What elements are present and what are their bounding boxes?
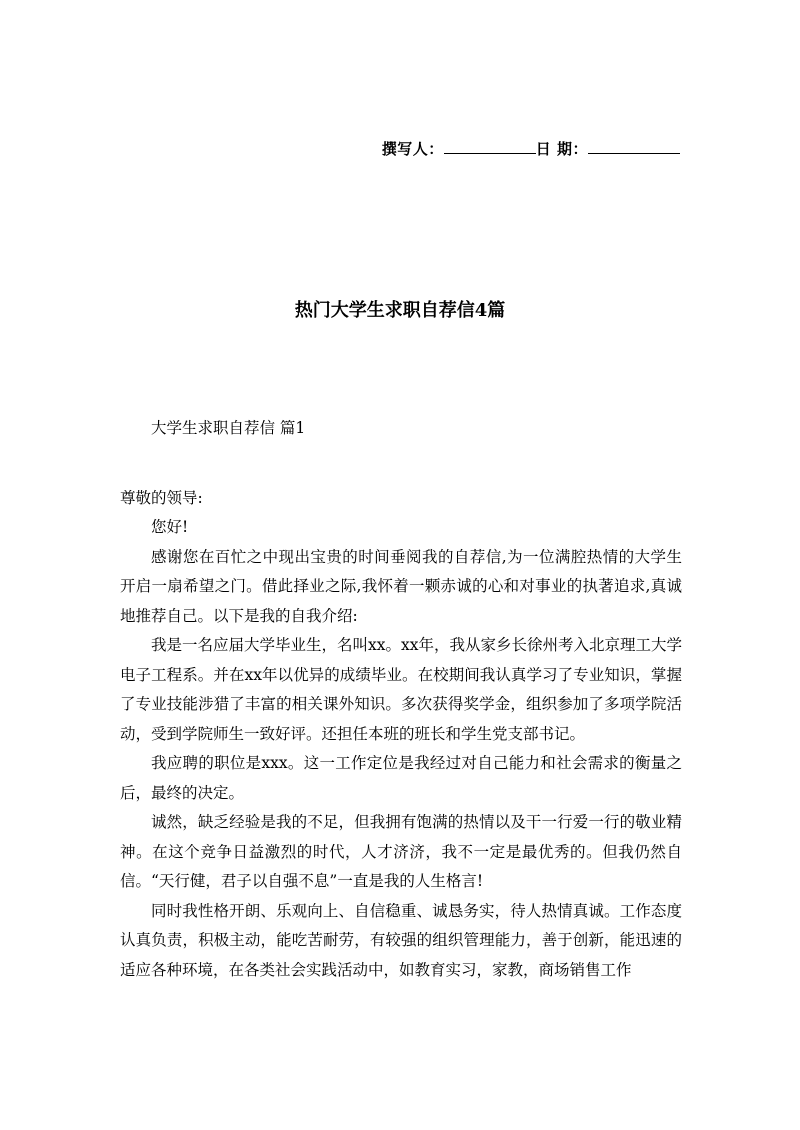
author-label: 撰写人： [381, 140, 444, 158]
paragraph: 诚然，缺乏经验是我的不足，但我拥有饱满的热情以及干一行爱一行的敬业精神。在这个竞争日益激烈的时代，人才济济，我不一定是最优秀的。但我仍然自信。“天行健，君子以自强不息”一直是我的人生格言! [120, 813, 682, 890]
greeting: 您好! [151, 518, 189, 536]
paragraph: 同时我性格开朗、乐观向上、自信稳重、诚恳务实，待人热情真诚。工作态度认真负责，积极主动，能吃苦耐劳，有较强的组织管理能力，善于创新，能迅速的适应各种环境，在各类社会实践活动中，如教育实习，家教，商场销售工作 [120, 901, 682, 979]
author-date-line [382, 138, 680, 159]
paragraph: 我是一名应届大学毕业生，名叫xx。xx年，我从家乡长徐州考入北京理工大学电子工程系。并在xx年以优异的成绩毕业。在校期间我认真学习了专业知识，掌握了专业技能涉猎了丰富的相关课外知识。多次获得奖学金，组织参加了多项学院活动，受到学院师生一致好评。还担任本班的班长和学生党支部书记。 [120, 636, 682, 743]
paragraph: 我应聘的职位是xxx。这一工作定位是我经过对自己能力和社会需求的衡量之后，最终的决定。 [120, 754, 682, 802]
salutation: 尊敬的领导: [120, 488, 203, 507]
letter-body [120, 414, 682, 985]
date-blank [588, 139, 680, 154]
section-heading: 大学生求职自荐信 篇1 [151, 419, 306, 437]
document-title: 热门大学生求职自荐信4篇 [294, 300, 506, 321]
date-label: 日 期： [535, 140, 588, 158]
author-blank [444, 139, 536, 154]
paragraph: 感谢您在百忙之中现出宝贵的时间垂阅我的自荐信,为一位满腔热情的大学生开启一扇希望之门。借此择业之际,我怀着一颗赤诚的心和对事业的执著追求,真诚地推荐自己。以下是我的自我介绍: [120, 547, 682, 625]
